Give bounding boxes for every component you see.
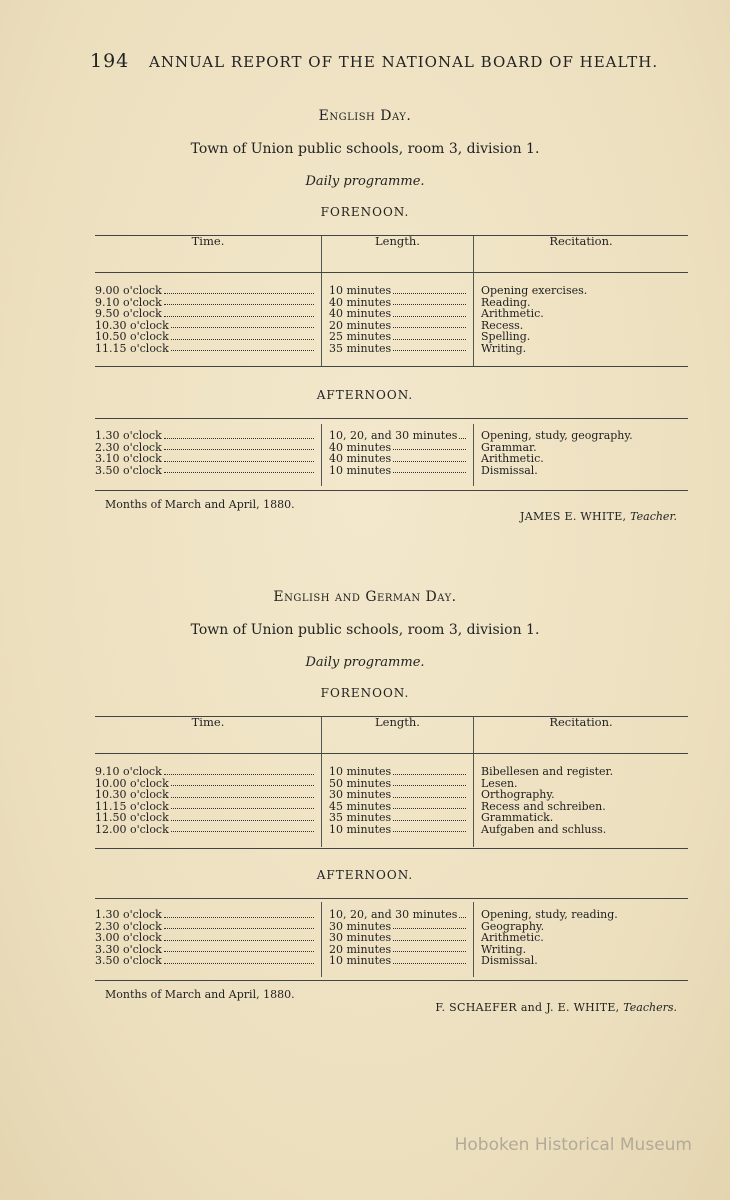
time-header: Time. xyxy=(95,236,322,273)
table-header-row xyxy=(95,236,688,273)
recitation-header: Recitation. xyxy=(474,236,689,273)
dot-leader xyxy=(164,442,314,451)
dot-leader xyxy=(164,932,314,941)
teacher-role: Teacher. xyxy=(630,510,677,523)
entry-text: Opening, study, reading. xyxy=(481,908,618,921)
dot-leader xyxy=(164,453,314,462)
entry-text: 3.00 o'clock xyxy=(95,931,162,944)
entry-text: 30 minutes xyxy=(329,919,392,933)
table-body xyxy=(95,754,688,848)
schedule-entry xyxy=(481,453,688,465)
dot-leader xyxy=(393,812,466,821)
entry-text: Writing. xyxy=(481,942,527,956)
dot-leader xyxy=(459,909,466,918)
entry-text: Reading. xyxy=(481,295,531,309)
schedule-entry xyxy=(95,465,317,477)
entry-text: 9.10 o'clock xyxy=(95,295,162,309)
dot-leader xyxy=(393,320,466,329)
dot-leader xyxy=(164,430,314,439)
length-header: Length. xyxy=(322,236,474,273)
dot-leader xyxy=(393,921,466,930)
entry-text: Aufgaben and schluss. xyxy=(481,822,607,836)
dot-leader xyxy=(164,308,314,317)
entry-text: Dismissal. xyxy=(481,954,538,967)
entry-text: 30 minutes xyxy=(329,788,392,801)
dot-leader xyxy=(164,955,314,964)
schedule-entry xyxy=(481,789,688,801)
table-body xyxy=(95,424,688,486)
divider xyxy=(95,418,688,419)
schedule-entry xyxy=(95,824,317,836)
section2-title: English and German Day. xyxy=(273,589,457,605)
dot-leader xyxy=(171,343,314,352)
dot-leader xyxy=(164,909,314,918)
length-column xyxy=(322,754,474,848)
entry-text: 3.50 o'clock xyxy=(95,463,162,477)
dot-leader xyxy=(171,801,314,810)
schedule-entry xyxy=(95,955,317,967)
entry-text: 2.30 o'clock xyxy=(95,440,162,454)
time-column xyxy=(95,273,322,367)
section2-afternoon-table xyxy=(95,902,688,977)
schedule-entry xyxy=(95,909,317,921)
schedule-entry xyxy=(95,343,317,355)
section2-signature xyxy=(435,1001,677,1014)
length-column xyxy=(322,424,474,486)
divider xyxy=(95,366,688,367)
entry-text: 10 minutes xyxy=(329,463,392,477)
museum-watermark: Hoboken Historical Museum xyxy=(454,1135,692,1155)
entry-text: 12.00 o'clock xyxy=(95,822,169,836)
time-column xyxy=(95,424,322,486)
schedule-entry xyxy=(481,766,688,778)
section1-afternoon-label: AFTERNOON. xyxy=(316,388,414,402)
entry-text: Bibellesen and register. xyxy=(481,765,614,778)
dot-leader xyxy=(171,812,314,821)
schedule-entry xyxy=(95,932,317,944)
entry-text: 10, 20, and 30 minutes xyxy=(329,908,458,921)
entry-text: 45 minutes xyxy=(329,799,392,813)
schedule-entry xyxy=(481,343,688,355)
divider xyxy=(95,898,688,899)
schedule-entry xyxy=(329,766,469,778)
dot-leader xyxy=(393,778,466,787)
running-title: ANNUAL REPORT OF THE NATIONAL BOARD OF HEALTH. xyxy=(149,53,659,71)
dot-leader xyxy=(393,285,466,294)
section1-subtitle: Town of Union public schools, room 3, division 1. xyxy=(190,141,540,157)
dot-leader xyxy=(393,331,466,340)
schedule-entry xyxy=(329,308,469,320)
entry-text: 40 minutes xyxy=(329,440,392,454)
schedule-entry xyxy=(481,909,688,921)
entry-text: Spelling. xyxy=(481,330,531,343)
entry-text: Grammatick. xyxy=(481,811,554,824)
entry-text: Opening exercises. xyxy=(481,284,588,297)
dot-leader xyxy=(393,801,466,810)
section1-programme: Daily programme. xyxy=(305,174,425,189)
dot-leader xyxy=(393,932,466,941)
teachers-names: F. SCHAEFER and J. E. WHITE, xyxy=(435,1001,620,1014)
dot-leader xyxy=(164,465,314,474)
entry-text: 10.50 o'clock xyxy=(95,330,169,343)
entry-text: 11.15 o'clock xyxy=(95,341,169,355)
teachers-role: Teachers. xyxy=(623,1001,677,1014)
dot-leader xyxy=(393,955,466,964)
section1-forenoon-label: FORENOON. xyxy=(320,205,410,219)
dot-leader xyxy=(164,921,314,930)
length-column xyxy=(322,273,474,367)
schedule-entry xyxy=(481,285,688,297)
schedule-entry xyxy=(481,465,688,477)
table-body xyxy=(95,902,688,977)
schedule-entry xyxy=(95,308,317,320)
dot-leader xyxy=(393,465,466,474)
schedule-entry xyxy=(329,465,469,477)
entry-text: 35 minutes xyxy=(329,811,392,824)
length-column xyxy=(322,902,474,977)
dot-leader xyxy=(393,442,466,451)
entry-text: Lesen. xyxy=(481,776,518,790)
schedule-entry xyxy=(329,812,469,824)
section2-afternoon-label: AFTERNOON. xyxy=(316,868,414,882)
schedule-entry xyxy=(95,285,317,297)
dot-leader xyxy=(164,297,314,306)
section1-afternoon-table xyxy=(95,424,688,486)
schedule-entry xyxy=(329,343,469,355)
section1-title: English Day. xyxy=(318,108,412,124)
section1-forenoon-table xyxy=(95,235,688,366)
entry-text: 10.00 o'clock xyxy=(95,776,169,790)
teacher-name: JAMES E. WHITE, xyxy=(520,510,627,523)
entry-text: 20 minutes xyxy=(329,942,392,956)
schedule-entry xyxy=(329,932,469,944)
dot-leader xyxy=(393,944,466,953)
schedule-entry xyxy=(481,812,688,824)
dot-leader xyxy=(393,308,466,317)
entry-text: Writing. xyxy=(481,341,527,355)
page-number: 194 xyxy=(90,50,130,72)
dot-leader xyxy=(393,343,466,352)
recitation-column xyxy=(474,273,689,367)
entry-text: 25 minutes xyxy=(329,330,392,343)
schedule-entry xyxy=(329,430,469,442)
entry-text: 3.30 o'clock xyxy=(95,942,162,956)
section1-months: Months of March and April, 1880. xyxy=(105,498,295,511)
dot-leader xyxy=(171,789,314,798)
schedule-entry xyxy=(95,331,317,343)
entry-text: 1.30 o'clock xyxy=(95,908,162,921)
schedule-entry xyxy=(329,824,469,836)
schedule-entry xyxy=(481,308,688,320)
entry-text: Recess. xyxy=(481,318,524,332)
entry-text: 9.00 o'clock xyxy=(95,284,162,297)
dot-leader xyxy=(171,320,314,329)
schedule-entry xyxy=(95,430,317,442)
entry-text: Arithmetic. xyxy=(481,307,544,320)
section2-months: Months of March and April, 1880. xyxy=(105,988,295,1001)
entry-text: 2.30 o'clock xyxy=(95,919,162,933)
page-header xyxy=(90,50,658,72)
recitation-header: Recitation. xyxy=(474,717,689,754)
dot-leader xyxy=(393,824,466,833)
dot-leader xyxy=(171,331,314,340)
schedule-entry xyxy=(95,453,317,465)
table-header-row xyxy=(95,717,688,754)
schedule-entry xyxy=(329,909,469,921)
dot-leader xyxy=(164,285,314,294)
entry-text: 30 minutes xyxy=(329,931,392,944)
entry-text: 40 minutes xyxy=(329,307,392,320)
entry-text: Orthography. xyxy=(481,788,555,801)
dot-leader xyxy=(164,766,314,775)
recitation-column xyxy=(474,902,689,977)
section2-forenoon-label: FORENOON. xyxy=(320,686,410,700)
entry-text: 10 minutes xyxy=(329,284,392,297)
entry-text: 11.50 o'clock xyxy=(95,811,169,824)
entry-text: 9.50 o'clock xyxy=(95,307,162,320)
entry-text: 11.15 o'clock xyxy=(95,799,169,813)
length-header: Length. xyxy=(322,717,474,754)
entry-text: 10 minutes xyxy=(329,954,392,967)
schedule-entry xyxy=(481,331,688,343)
time-column xyxy=(95,754,322,848)
entry-text: 9.10 o'clock xyxy=(95,765,162,778)
time-column xyxy=(95,902,322,977)
entry-text: 3.50 o'clock xyxy=(95,954,162,967)
dot-leader xyxy=(171,824,314,833)
schedule-entry xyxy=(481,932,688,944)
schedule-entry xyxy=(329,453,469,465)
schedule-entry xyxy=(481,955,688,967)
schedule-entry xyxy=(329,285,469,297)
divider xyxy=(95,980,688,981)
section2-forenoon-table xyxy=(95,716,688,847)
entry-text: 20 minutes xyxy=(329,318,392,332)
entry-text: 50 minutes xyxy=(329,776,392,790)
entry-text: 3.10 o'clock xyxy=(95,452,162,465)
entry-text: 40 minutes xyxy=(329,452,392,465)
entry-text: Grammar. xyxy=(481,440,537,454)
divider xyxy=(95,848,688,849)
schedule-entry xyxy=(95,766,317,778)
dot-leader xyxy=(393,789,466,798)
dot-leader xyxy=(393,766,466,775)
recitation-column xyxy=(474,754,689,848)
entry-text: 10.30 o'clock xyxy=(95,788,169,801)
entry-text: Recess and schreiben. xyxy=(481,799,606,813)
entry-text: 10.30 o'clock xyxy=(95,318,169,332)
dot-leader xyxy=(393,297,466,306)
schedule-entry xyxy=(95,812,317,824)
entry-text: 35 minutes xyxy=(329,341,392,355)
schedule-entry xyxy=(329,955,469,967)
entry-text: Opening, study, geography. xyxy=(481,429,633,442)
entry-text: 10, 20, and 30 minutes xyxy=(329,429,458,442)
section2-programme: Daily programme. xyxy=(305,655,425,670)
time-header: Time. xyxy=(95,717,322,754)
entry-text: 1.30 o'clock xyxy=(95,429,162,442)
entry-text: 10 minutes xyxy=(329,822,392,836)
schedule-entry xyxy=(481,824,688,836)
entry-text: 10 minutes xyxy=(329,765,392,778)
section2-subtitle: Town of Union public schools, room 3, division 1. xyxy=(190,622,540,638)
schedule-entry xyxy=(329,331,469,343)
entry-text: Arithmetic. xyxy=(481,452,544,465)
schedule-entry xyxy=(95,789,317,801)
section1-signature xyxy=(520,510,677,523)
entry-text: 40 minutes xyxy=(329,295,392,309)
dot-leader xyxy=(393,453,466,462)
divider xyxy=(95,490,688,491)
schedule-entry xyxy=(329,789,469,801)
recitation-column xyxy=(474,424,689,486)
entry-text: Dismissal. xyxy=(481,463,538,477)
dot-leader xyxy=(459,430,466,439)
entry-text: Arithmetic. xyxy=(481,931,544,944)
schedule-entry xyxy=(481,430,688,442)
dot-leader xyxy=(171,778,314,787)
dot-leader xyxy=(164,944,314,953)
table-body xyxy=(95,273,688,367)
entry-text: Geography. xyxy=(481,919,545,933)
